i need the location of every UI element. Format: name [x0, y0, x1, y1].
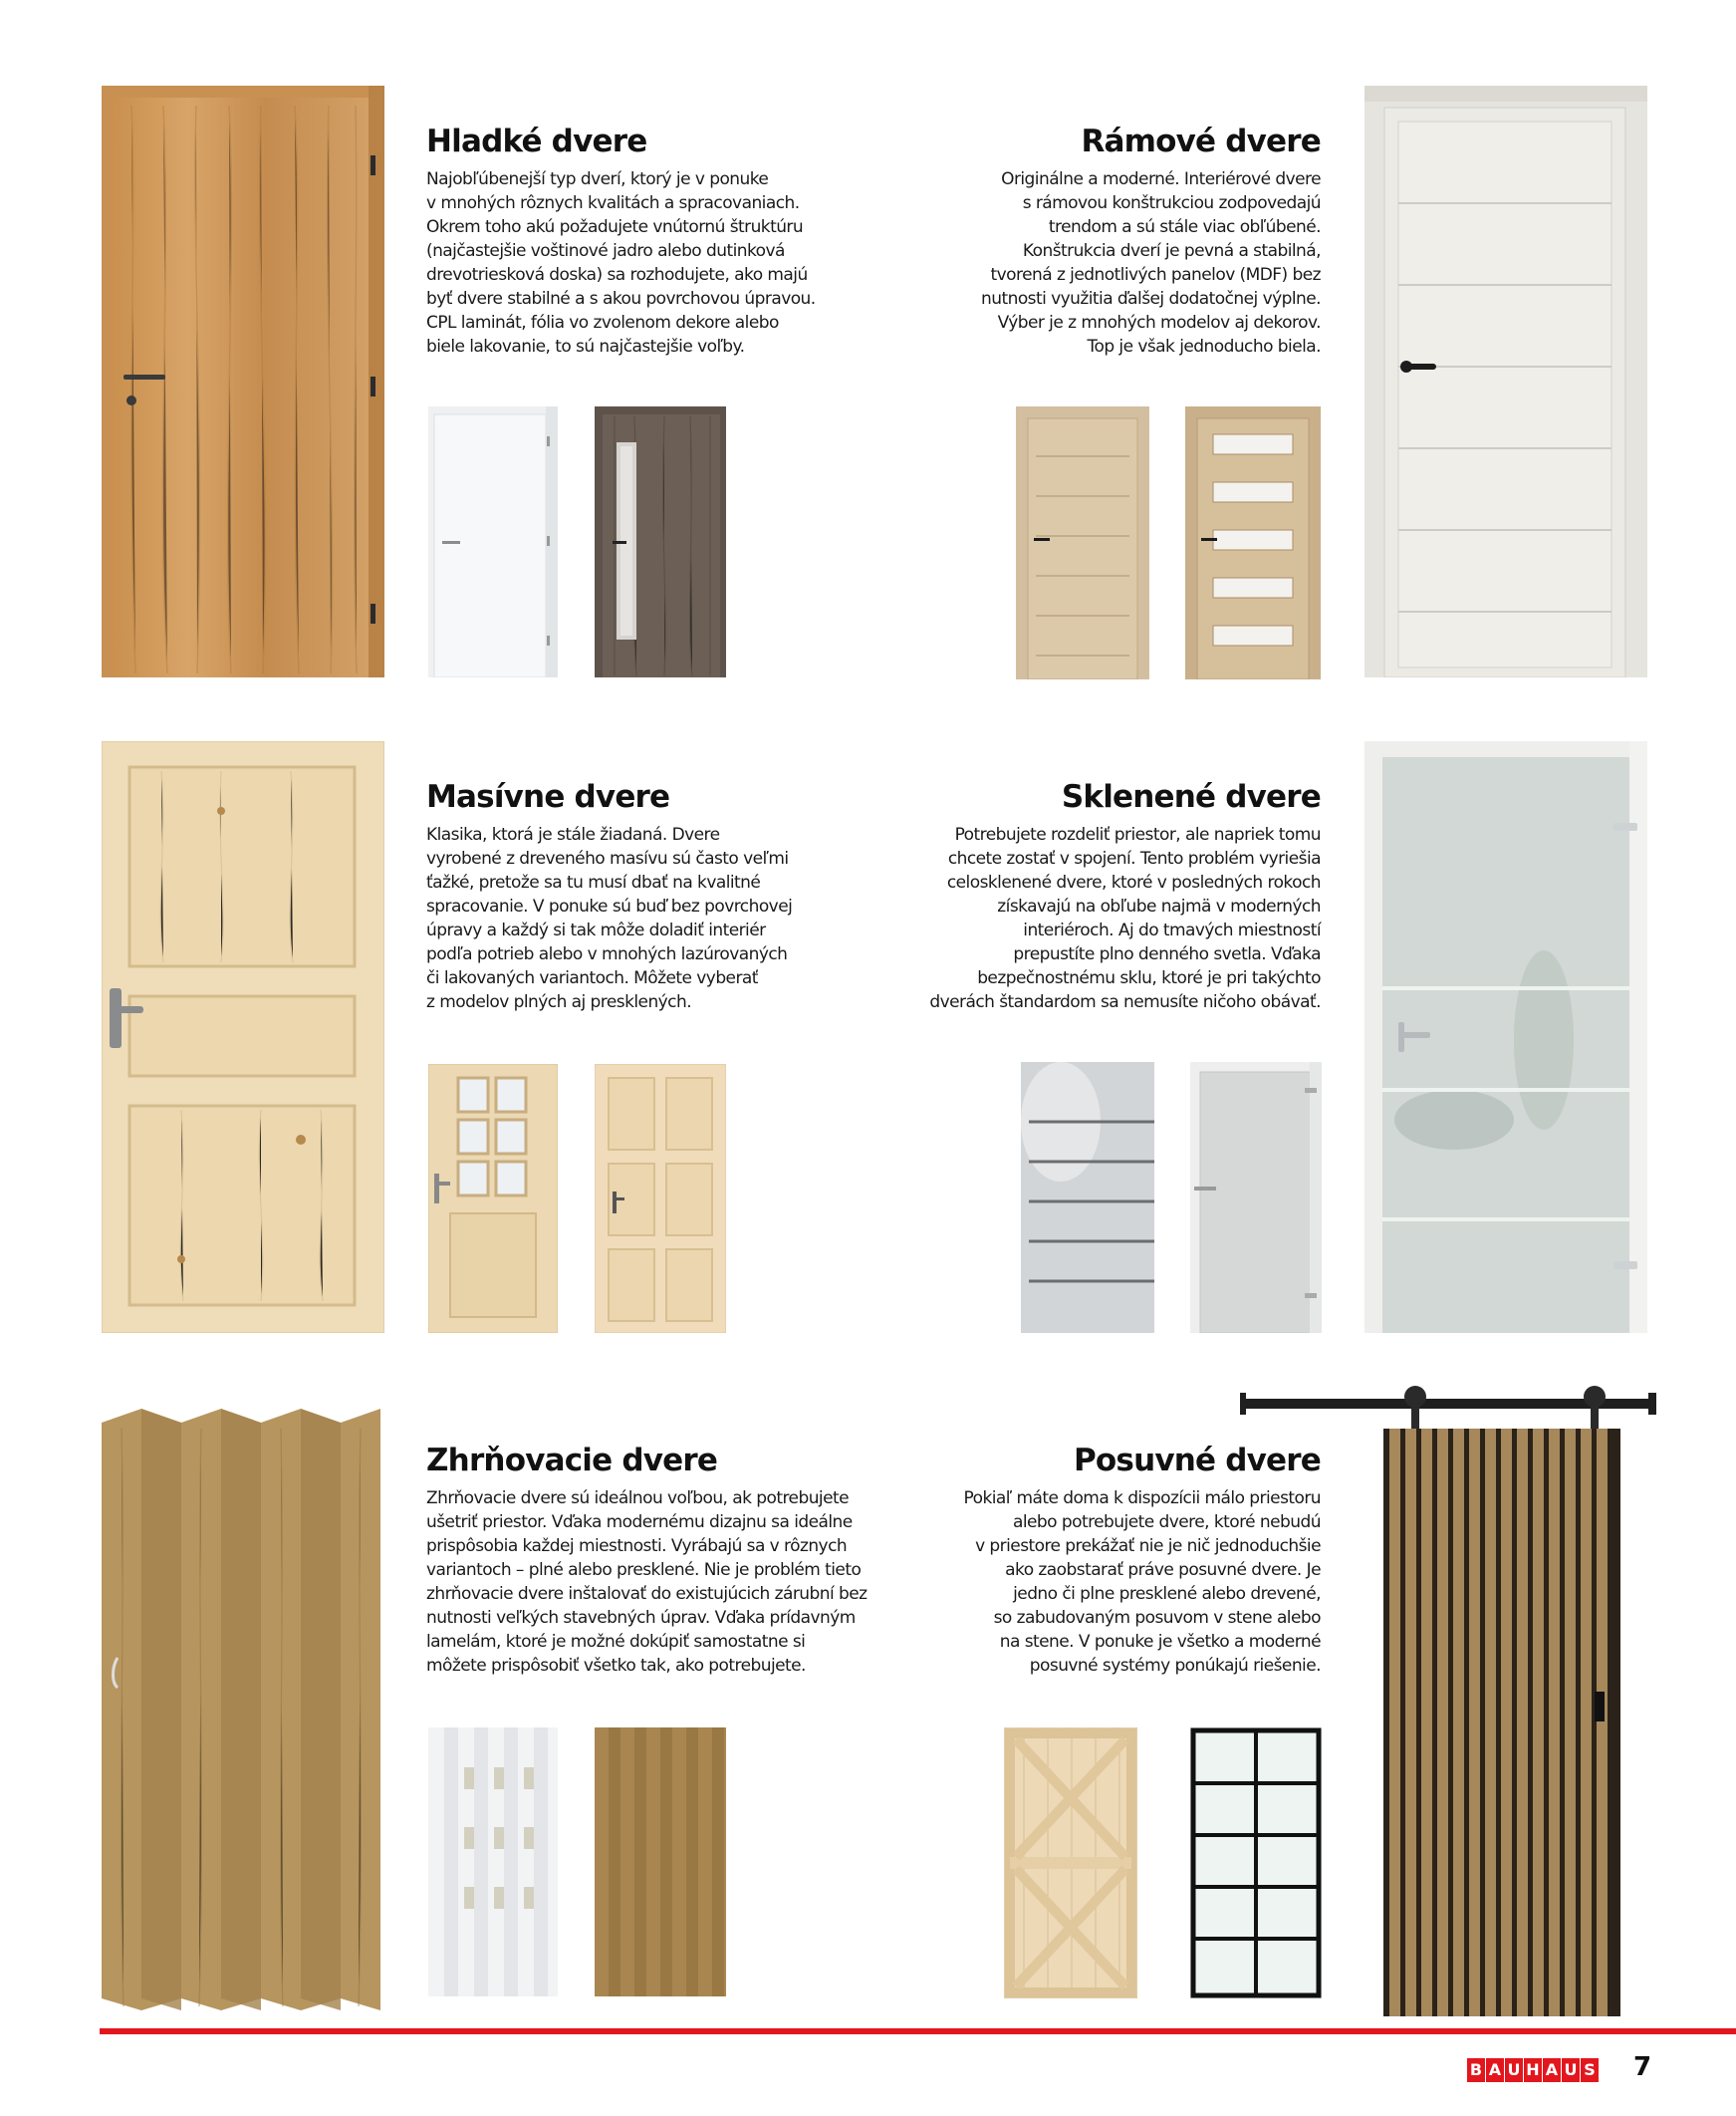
- section-title: Hladké dvere: [426, 124, 647, 159]
- pine-six-panel-door-image: [595, 1064, 726, 1333]
- brand-letter: B: [1467, 2058, 1485, 2082]
- section-description: Klasika, ktorá je stále žiadaná. Dvere vyrobené z dreveného masívu sú často veľmi ťažké, pretože sa tu musí dbať na kvalitné spracovanie. V ponuke sú buď bez povrchovej úpravy a každý si tak môže doladiť interiér podľa potrieb alebo v mnohých lazúrovaných či lakovaných variantoch. Môžete vyberať z modelov plných aj presklených.: [426, 825, 793, 1012]
- section-description: Originálne a moderné. Interiérové dvere s rámovou konštrukciou zodpovedajú trendom a sú stále viac obľúbené. Konštrukcia dverí je pevná a stabilná, tvorená z jednotlivých panelov (MDF) bez nutnosti využitia ďalšej dodatočnej výplne. Výber je z mnohých modelov aj dekorov. Top je však jednoducho biela.: [981, 169, 1321, 357]
- section-description: Zhrňovacie dvere sú ideálnou voľbou, ak potrebujete ušetriť priestor. Vďaka modernému dizajnu sa ideálne prispôsobia každej miestnosti. Vyrábajú sa v rôznych variantoch – plné alebo presklené. Nie je problém tieto zhrňovacie dvere inštalovať do existujúcich zárubní bez nutnosti veľkých stavebných úprav. Vďaka prídavným lamelám, ktoré je možné dokúpiť samostatne si môžete prispôsobiť všetko tak, ako potrebujete.: [426, 1488, 868, 1676]
- pine-door-with-glass-image: [428, 1064, 558, 1333]
- frosted-glass-door-image: [1364, 741, 1647, 1333]
- frosted-glass-door-small-image: [1190, 1062, 1322, 1333]
- section-description: Najobľúbenejší typ dverí, ktorý je v ponuke v mnohých rôznych kvalitách a spracovaniach. Okrem toho akú požadujete vnútornú štruktúru (najčastejšie voštinové jadro alebo dutinková drevotriesková doska) sa rozhodujete, ako majú byť dvere stabilné a s akou povrchovou úpravou. CPL laminát, fólia vo zvolenom dekore alebo biele lakovanie, to sú najčastejšie voľby.: [426, 169, 816, 357]
- oak-frame-door-with-glass-image: [1185, 406, 1321, 679]
- brand-logo: [1467, 2058, 1600, 2084]
- brand-letter: H: [1524, 2058, 1542, 2082]
- black-grid-glass-door-image: [1190, 1727, 1322, 1998]
- brand-letter: U: [1505, 2058, 1523, 2082]
- footer-divider: [100, 2028, 1736, 2034]
- light-oak-frame-door-image: [1016, 406, 1149, 679]
- section-sliding-doors: [855, 1443, 1321, 1678]
- pine-panel-door-image: [102, 741, 384, 1333]
- dark-door-with-glass-strip-image: [595, 406, 726, 677]
- pine-barn-door-image: [1004, 1727, 1137, 1998]
- section-title: Masívne dvere: [426, 779, 670, 815]
- white-flush-door-image: [428, 406, 558, 677]
- section-description: Potrebujete rozdeliť priestor, ale napriek tomu chcete zostať v spojení. Tento problém vyriešia celosklenené dvere, ktoré v posledných rokoch získavajú na obľube najmä v moderných interiéroch. Aj do tmavých miestností prepustíte plno denného svetla. Vďaka bezpečnostnému sklu, ktoré je pri takýchto dverách štandardom sa nemusíte ničoho obávať.: [929, 825, 1321, 1012]
- section-solid-doors: [426, 779, 884, 1014]
- section-title: Sklenené dvere: [1061, 779, 1321, 815]
- section-folding-doors: [426, 1443, 924, 1678]
- brand-letter: U: [1562, 2058, 1580, 2082]
- page-number: 7: [1633, 2052, 1652, 2082]
- section-frame-doors: [855, 124, 1321, 359]
- oak-folding-door-image: [102, 1409, 380, 2028]
- section-glass-doors: [855, 779, 1321, 1014]
- brand-letter: A: [1486, 2058, 1504, 2082]
- white-panel-door-image: [1364, 86, 1647, 677]
- section-title: Zhrňovacie dvere: [426, 1443, 718, 1478]
- brand-letter: A: [1543, 2058, 1561, 2082]
- oak-folding-door-small-image: [595, 1727, 726, 1996]
- section-smooth-doors: [426, 124, 884, 359]
- brand-letter: S: [1581, 2058, 1599, 2082]
- section-title: Posuvné dvere: [1074, 1443, 1321, 1478]
- section-title: Rámové dvere: [1081, 124, 1321, 159]
- section-description: Pokiaľ máte doma k dispozícii málo priestoru alebo potrebujete dvere, ktoré nebudú v priestore prekážať nie je nič jednoduchšie ako zaobstarať práve posuvné dvere. Je jedno či plne presklené alebo drevené, so zabudovaným posuvom v stene alebo na stene. V ponuke je všetko a moderné posuvné systémy ponúkajú riešenie.: [963, 1488, 1321, 1676]
- glass-door-with-stripes-image: [1021, 1062, 1154, 1333]
- oak-flush-door-image: [102, 86, 384, 677]
- white-folding-door-image: [428, 1727, 558, 1996]
